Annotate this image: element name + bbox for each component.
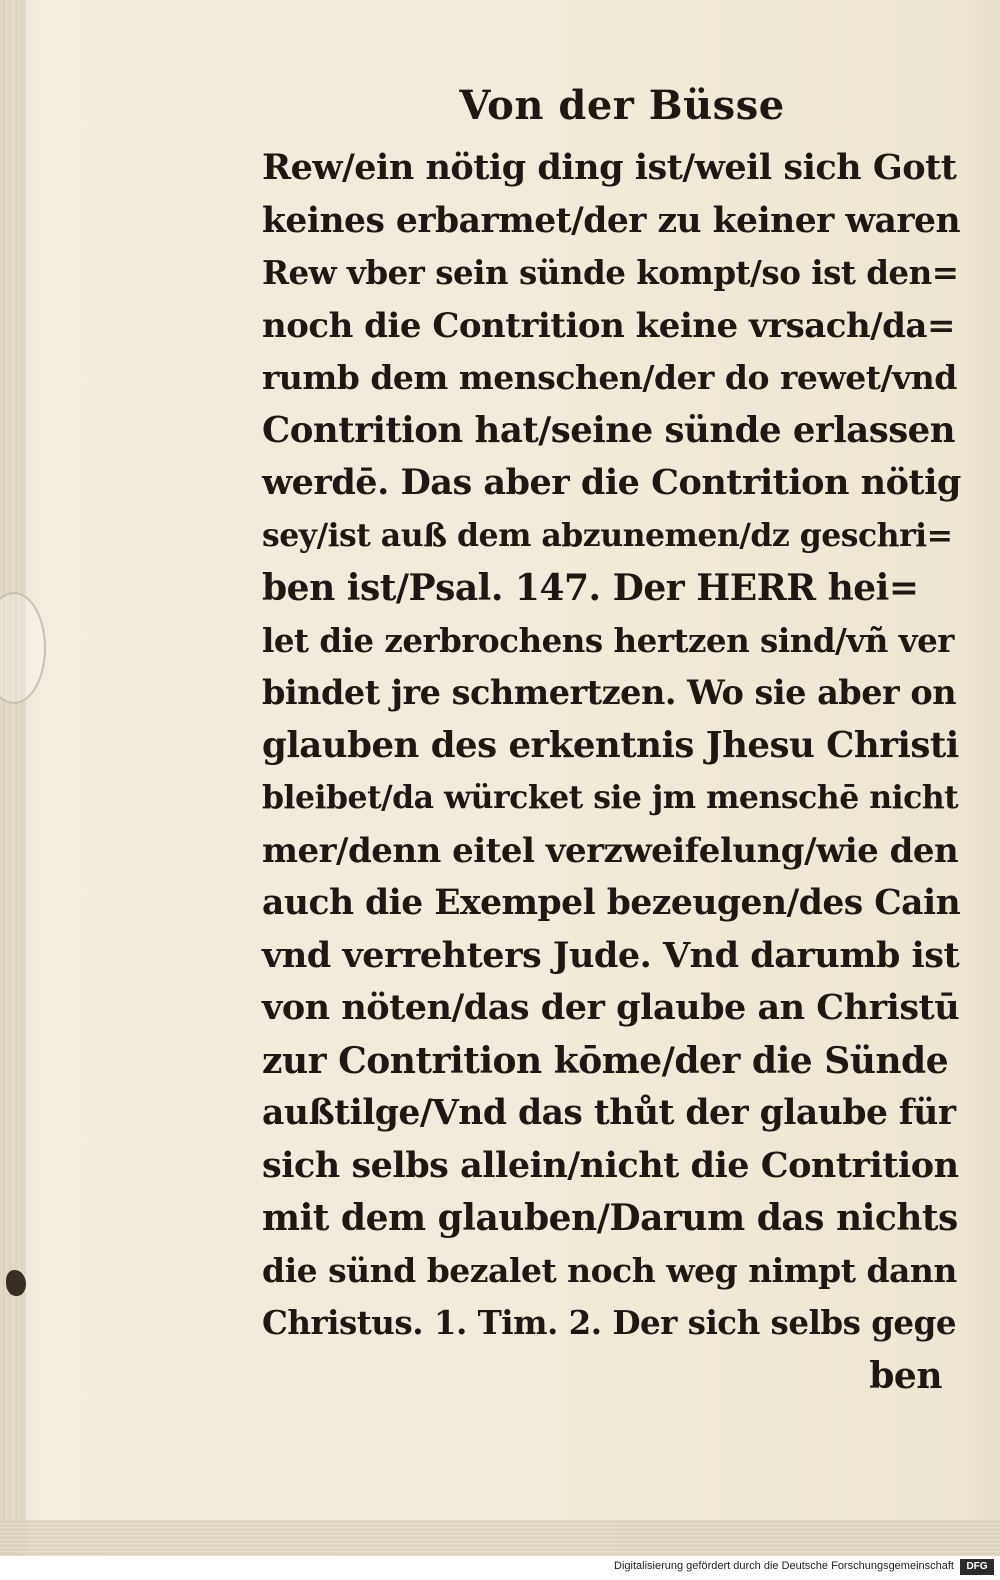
text-line: Rew vber sein sünde kompt/so ist den=	[262, 253, 959, 292]
text-line: sich selbs allein/nicht die Contrition	[262, 1144, 959, 1186]
text-line: werdē. Das aber die Contrition nötig	[262, 462, 961, 503]
text-line: außtilge/Vnd das thůt der glaube für	[262, 1093, 956, 1133]
text-line: von nöten/das der glaube an Christū	[262, 987, 960, 1028]
text-line: bleibet/da würcket sie jm menschē nicht	[262, 779, 959, 816]
text-line: let die zerbrochens hertzen sind/vñ ver	[262, 620, 954, 660]
text-line: sey/ist auß dem abzunemen/dz geschri=	[262, 516, 953, 554]
text-line: die sünd bezalet noch weg nimpt dann	[262, 1250, 957, 1290]
text-line: Christus. 1. Tim. 2. Der sich selbs gege	[262, 1303, 957, 1342]
text-line: Contrition hat/seine sünde erlassen	[262, 409, 956, 451]
text-line: vnd verrehters Jude. Vnd darumb ist	[262, 934, 960, 976]
text-line: rumb dem menschen/der do rewet/vnd	[262, 358, 957, 397]
text-line: keines erbarmet/der zu keiner waren	[262, 200, 961, 241]
running-head: Von der Büsse	[459, 82, 785, 129]
text-line: noch die Contrition keine vrsach/da=	[262, 305, 955, 346]
dfg-logo: DFG	[960, 1559, 994, 1575]
body-text	[262, 142, 962, 1402]
book-clip	[0, 592, 46, 704]
ink-stain	[6, 1270, 26, 1296]
text-line: bindet jre schmertzen. Wo sie aber on	[262, 673, 957, 712]
page-edge-bottom	[0, 1520, 1000, 1556]
footer-credit: Digitalisierung gefördert durch die Deutsche Forschungsgemeinschaft	[614, 1560, 954, 1572]
text-line: ben ist/Psal. 147. Der HERR hei=	[262, 567, 919, 609]
text-line: Rew/ein nötig ding ist/weil sich Gott	[262, 147, 957, 188]
footer-bar	[0, 1556, 1000, 1580]
text-line: mer/denn eitel verzweifelung/wie den	[262, 830, 959, 871]
text-line: mit dem glauben/Darum das nichts	[262, 1197, 958, 1239]
text-line: auch die Exempel bezeugen/des Cain	[262, 883, 961, 923]
text-line: glauben des erkentnis Jhesu Christi	[262, 724, 959, 766]
text-block	[262, 76, 962, 1402]
catchword: ben	[869, 1354, 942, 1397]
page-edge-left	[0, 0, 26, 1556]
text-line: zur Contrition kōme/der die Sünde	[262, 1039, 949, 1082]
